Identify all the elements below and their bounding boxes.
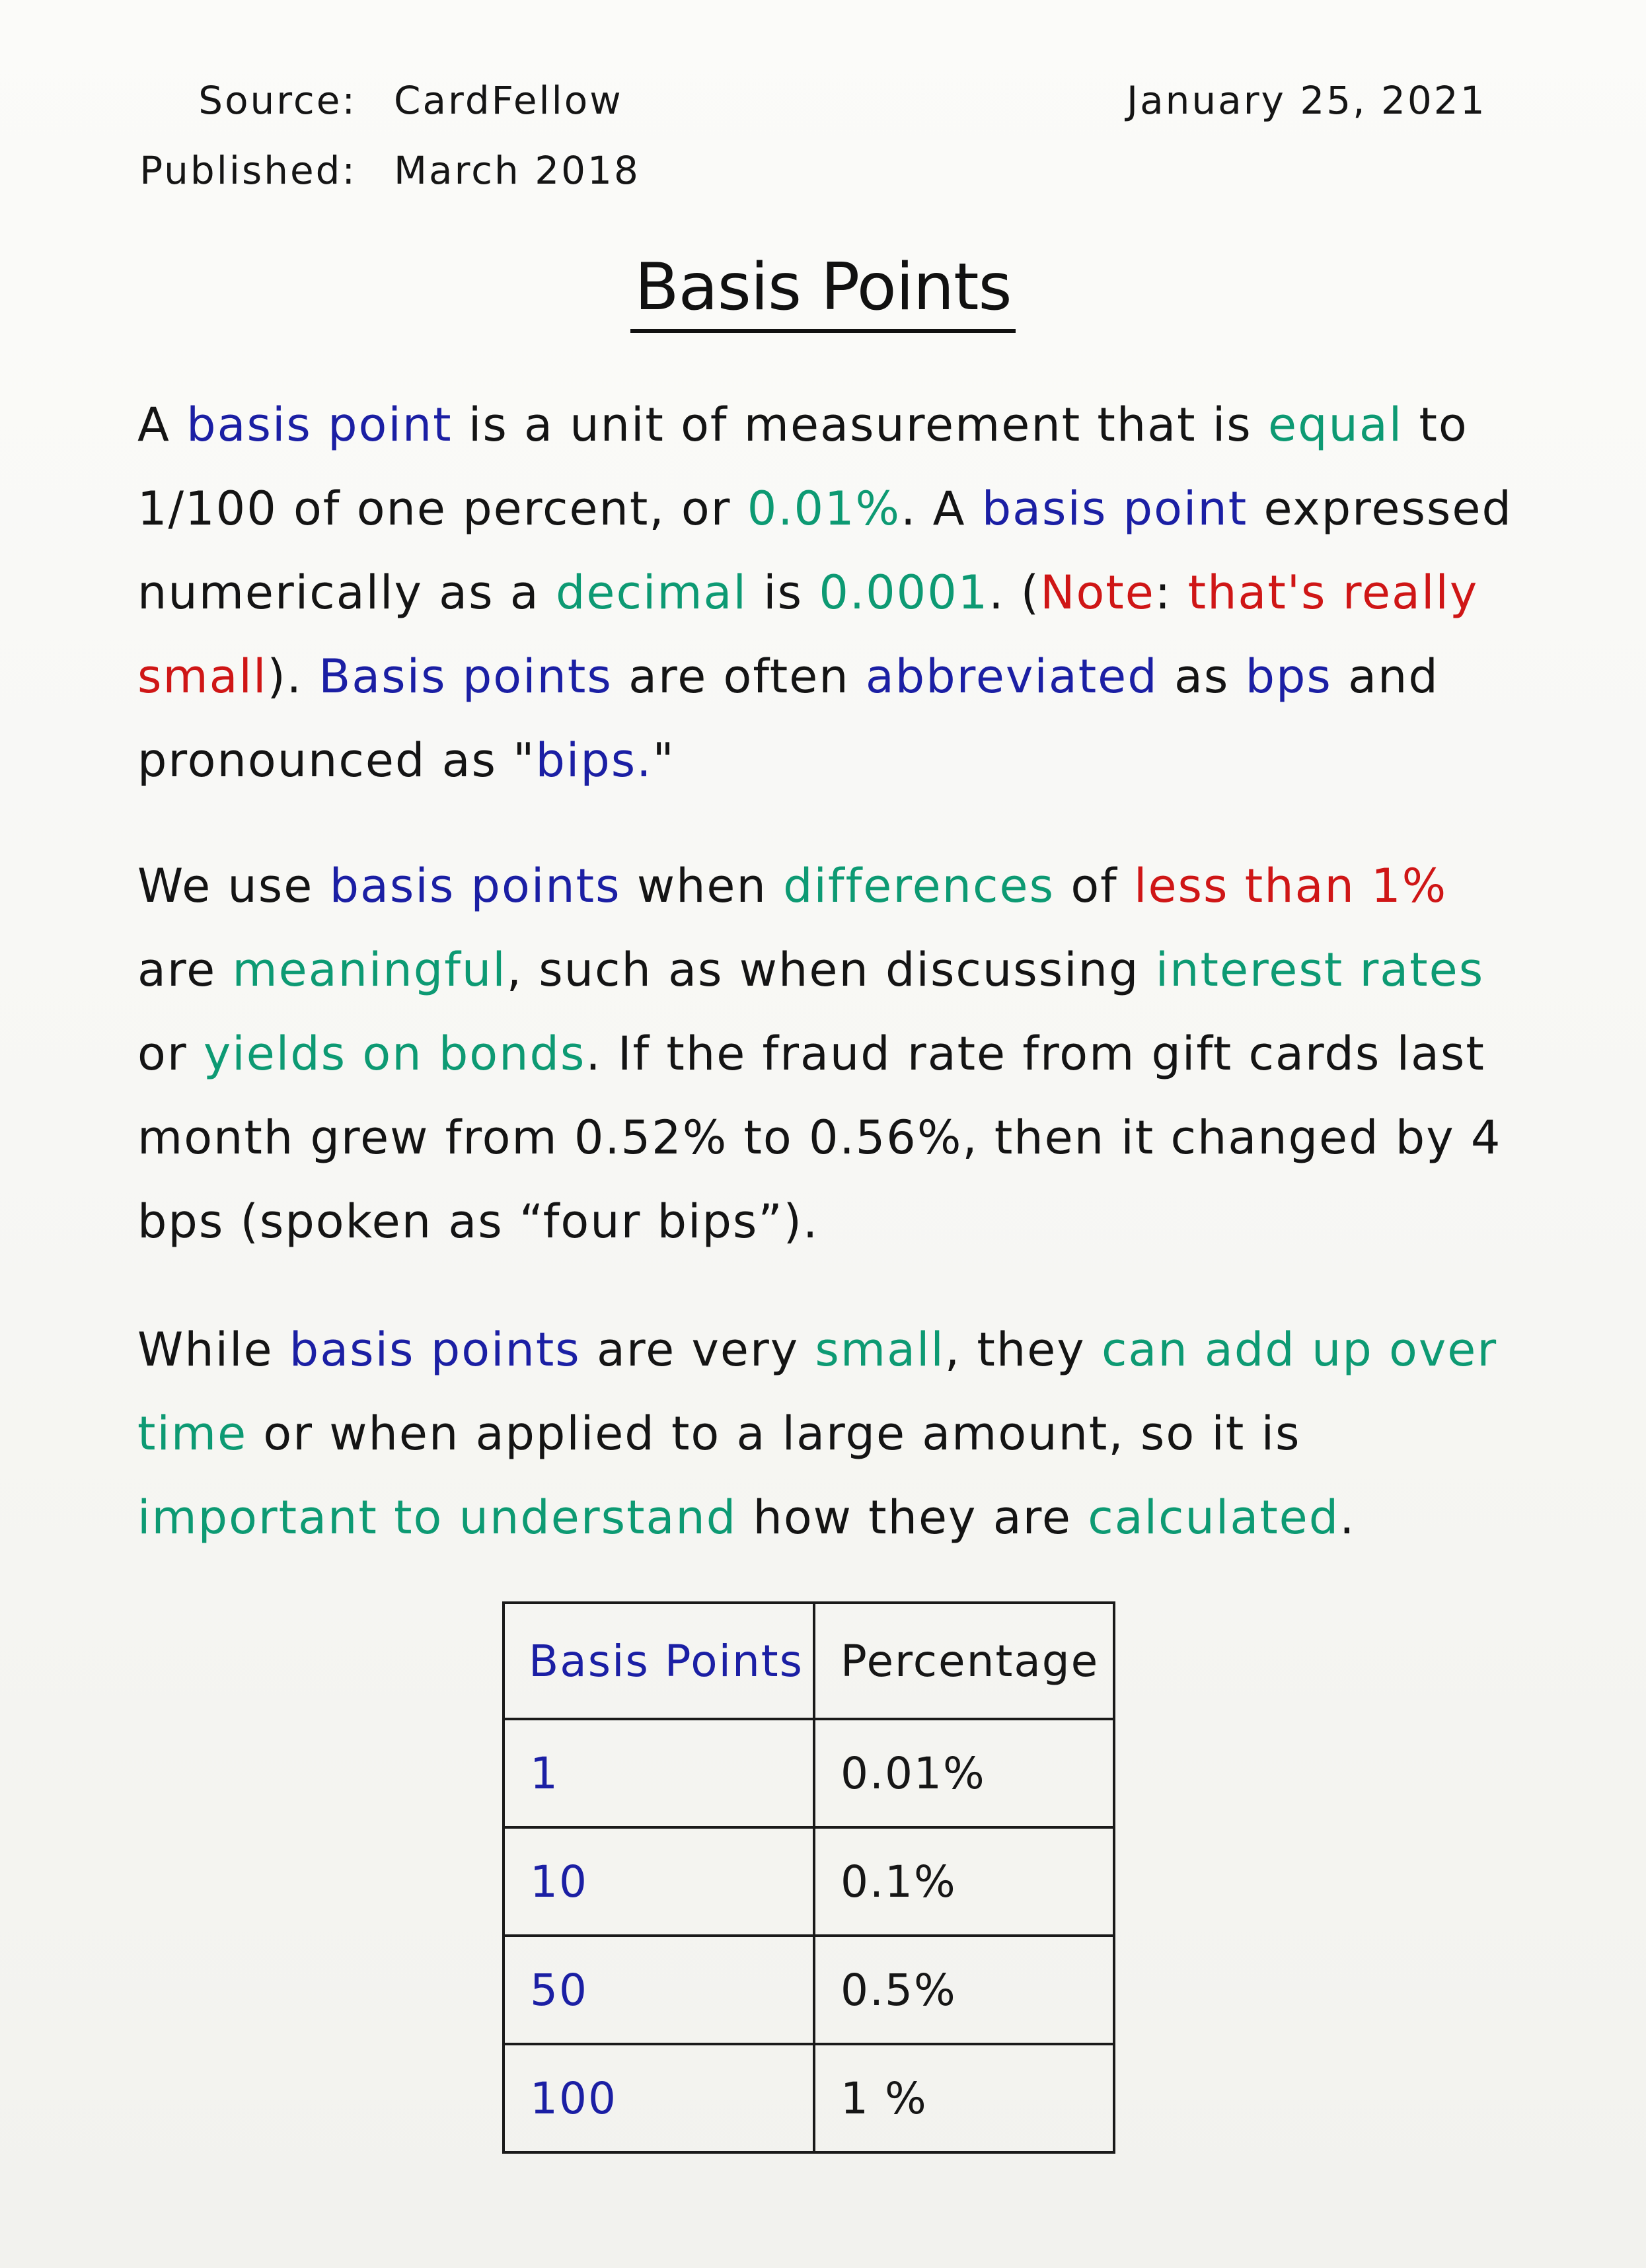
text-segment-black: , such as when discussing xyxy=(506,943,1156,997)
text-segment-black: as xyxy=(1158,649,1246,704)
text-segment-red: that's really small xyxy=(137,566,1479,704)
text-segment-teal: decimal xyxy=(555,566,747,620)
text-segment-black: : xyxy=(1154,566,1188,620)
published-value: March 2018 xyxy=(394,148,640,193)
basis-points-cell: 50 xyxy=(504,1936,814,2044)
note-date: January 25, 2021 xyxy=(1127,78,1487,123)
text-segment-black: and pronounced as " xyxy=(137,649,1439,787)
published-line xyxy=(132,148,640,193)
text-segment-red: Note xyxy=(1040,566,1155,620)
text-segment-black: We use xyxy=(137,859,330,913)
paragraph-3 xyxy=(137,1308,1538,1560)
text-segment-black: are xyxy=(137,943,233,997)
page-title-wrapper xyxy=(0,250,1646,333)
text-segment-black: " xyxy=(652,733,675,787)
published-label: Published: xyxy=(139,148,357,193)
page-title: Basis Points xyxy=(630,250,1015,333)
table-row xyxy=(504,2044,1114,2152)
text-segment-teal: meaningful xyxy=(232,943,507,997)
table-header-row xyxy=(504,1603,1114,1719)
table-row xyxy=(504,1936,1114,2044)
text-segment-blue: bips. xyxy=(535,733,653,787)
text-segment-black: , they xyxy=(944,1323,1102,1377)
text-segment-black: . ( xyxy=(989,566,1041,620)
text-segment-blue: basis point xyxy=(186,398,453,452)
text-segment-blue: Basis points xyxy=(318,649,613,704)
text-segment-black: or xyxy=(137,1027,204,1081)
basis-points-table xyxy=(502,1601,1115,2154)
paragraph-1 xyxy=(137,383,1538,803)
text-segment-blue: basis point xyxy=(981,482,1248,536)
column-header-percentage: Percentage xyxy=(814,1603,1114,1719)
text-segment-teal: 0.0001 xyxy=(819,566,989,620)
text-segment-black: or when applied to a large amount, so it is xyxy=(247,1407,1301,1461)
text-segment-black: . A xyxy=(901,482,982,536)
text-segment-black: While xyxy=(137,1323,289,1377)
text-segment-teal: small xyxy=(815,1323,945,1377)
text-segment-black: are often xyxy=(612,649,866,704)
text-segment-teal: calculated xyxy=(1088,1490,1340,1545)
text-segment-black: ). xyxy=(267,649,319,704)
text-segment-black: are very xyxy=(580,1323,815,1377)
text-segment-teal: 0.01% xyxy=(747,482,901,536)
percentage-cell: 0.01% xyxy=(814,1719,1114,1827)
table-row xyxy=(504,1719,1114,1827)
text-segment-black: is a unit of measurement that is xyxy=(452,398,1268,452)
text-segment-black: . If the fraud rate from gift cards last month grew from 0.52% to 0.56%, then it changed by 4 bps (spoken as “four bips”). xyxy=(137,1027,1502,1249)
percentage-cell: 0.1% xyxy=(814,1827,1114,1936)
text-segment-black: how they are xyxy=(737,1490,1088,1545)
text-segment-blue: bps xyxy=(1245,649,1332,704)
paragraph-2 xyxy=(137,844,1538,1264)
basis-points-cell: 1 xyxy=(504,1719,814,1827)
text-segment-black: of xyxy=(1055,859,1135,913)
percentage-cell: 1 % xyxy=(814,2044,1114,2152)
source-value: CardFellow xyxy=(394,78,623,123)
basis-points-cell: 100 xyxy=(504,2044,814,2152)
source-line xyxy=(132,78,623,123)
text-segment-blue: abbreviated xyxy=(865,649,1158,704)
text-segment-teal: equal xyxy=(1268,398,1403,452)
column-header-basis-points: Basis Points xyxy=(504,1603,814,1719)
text-segment-black: expressed numerically as a xyxy=(137,482,1513,620)
text-segment-blue: basis points xyxy=(329,859,621,913)
text-segment-black: A xyxy=(137,398,187,452)
percentage-cell: 0.5% xyxy=(814,1936,1114,2044)
text-segment-teal: differences xyxy=(783,859,1055,913)
text-segment-teal: important to understand xyxy=(137,1490,737,1545)
basis-points-cell: 10 xyxy=(504,1827,814,1936)
text-segment-black: when xyxy=(620,859,784,913)
text-segment-blue: basis points xyxy=(289,1323,581,1377)
text-segment-teal: interest rates xyxy=(1155,943,1485,997)
text-segment-black: to 1/100 of one percent, or xyxy=(137,398,1468,536)
text-segment-teal: can add up over time xyxy=(137,1323,1498,1461)
text-segment-teal: yields on bonds xyxy=(203,1027,586,1081)
text-segment-black: . xyxy=(1339,1490,1356,1545)
text-segment-red: less than 1% xyxy=(1134,859,1448,913)
text-segment-black: is xyxy=(747,566,819,620)
table-row xyxy=(504,1827,1114,1936)
source-label: Source: xyxy=(198,78,357,123)
